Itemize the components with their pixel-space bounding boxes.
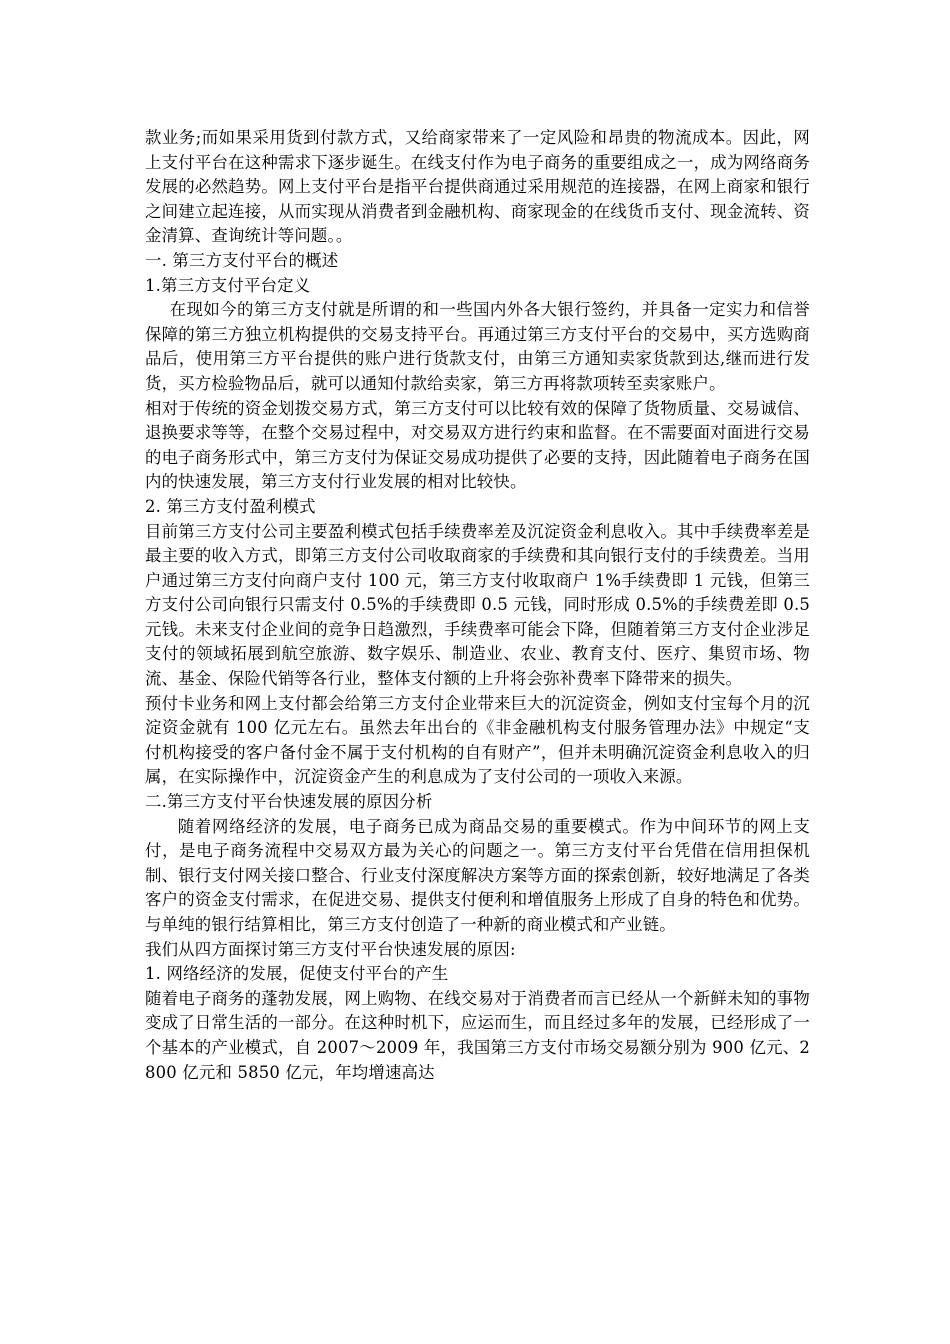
section-heading: 二.第三方支付平台快速发展的原因分析 [145,792,433,812]
document-page [145,126,816,1085]
body-paragraph: 款业务;而如果采用货到付款方式，又给商家带来了一定风险和昂贵的物流成本。因此，网上支付平台在这种需求下逐步诞生。在线支付作为电子商务的重要组成之一，成为网络商务发展的必然趋势。网上支付平台是指平台提供商通过采用规范的连接器，在网上商家和银行之间建立起连接，从而实现从消费者到金融机构、商家现金的在线货币支付、现金流转、资金清算、查询统计等问题。。 [145,128,810,246]
subsection-heading: 2. 第三方支付盈利模式 [145,496,316,516]
body-paragraph: 我们从四方面探讨第三方支付平台快速发展的原因: [145,939,516,959]
subsection-heading: 1.第三方支付平台定义 [145,275,311,295]
body-paragraph: 随着电子商务的蓬勃发展，网上购物、在线交易对于消费者而言已经从一个新鲜未知的事物变成了日常生活的一部分。在这种时机下，应运而生，而且经过多年的发展，已经形成了一个基本的产业模式，自 2007～2009 年，我国第三方支付市场交易额分别为 900 亿元、2800 亿元和 5850 亿元，年均增速高达 [145,988,810,1082]
section-heading: 一. 第三方支付平台的概述 [145,250,339,270]
body-paragraph: 随着网络经济的发展，电子商务已成为商品交易的重要模式。作为中间环节的网上支付，是电子商务流程中交易双方最为关心的问题之一。第三方支付平台凭借在信用担保机制、银行支付网关接口整合、行业支付深度解决方案等方面的探索创新，较好地满足了各类客户的资金支付需求，在促进交易、提供支付便利和增值服务上形成了自身的特色和优势。与单纯的银行结算相比，第三方支付创造了一种新的商业模式和产业链。 [145,816,810,934]
subsection-heading: 1. 网络经济的发展，促使支付平台的产生 [145,964,449,984]
body-paragraph: 在现如今的第三方支付就是所谓的和一些国内外各大银行签约，并具备一定实力和信誉保障的第三方独立机构提供的交易支持平台。再通过第三方支付平台的交易中，买方选购商品后，使用第三方平台提供的账户进行货款支付，由第三方通知卖家货款到达,继而进行发货，买方检验物品后，就可以通知付款给卖家，第三方再将款项转至卖家账户。 [145,300,810,393]
body-paragraph: 目前第三方支付公司主要盈利模式包括手续费率差及沉淀资金利息收入。其中手续费率差是最主要的收入方式，即第三方支付公司收取商家的手续费和其向银行支付的手续费差。当用户通过第三方支付向商户支付 100 元，第三方支付收取商户 1%手续费即 1 元钱，但第三方支付公司向银行只需支付 0.5%的手续费即 0.5 元钱，同时形成 0.5%的手续费差即 0.5 元钱。未来支付企业间的竞争日趋激烈，手续费率可能会下降，但随着第三方支付企业涉足支付的领域拓展到航空旅游、数字娱乐、制造业、农业、教育支付、医疗、集贸市场、物流、基金、保险代销等各行业，整体支付额的上升将会弥补费率下降带来的损失。 [145,521,816,689]
body-paragraph: 相对于传统的资金划拨交易方式，第三方支付可以比较有效的保障了货物质量、交易诚信、退换要求等等，在整个交易过程中，对交易双方进行约束和监督。在不需要面对面进行交易的电子商务形式中，第三方支付为保证交易成功提供了必要的支持，因此随着电子商务在国内的快速发展，第三方支付行业发展的相对比较快。 [145,398,810,492]
body-paragraph: 预付卡业务和网上支付都会给第三方支付企业带来巨大的沉淀资金，例如支付宝每个月的沉淀资金就有 100 亿元左右。虽然去年出台的《非金融机构支付服务管理办法》中规定“支付机构接受的客户备付金不属于支付机构的自有财产”，但并未明确沉淀资金利息收入的归属，在实际操作中，沉淀资金产生的利息成为了支付公司的一项收入来源。 [145,693,810,787]
